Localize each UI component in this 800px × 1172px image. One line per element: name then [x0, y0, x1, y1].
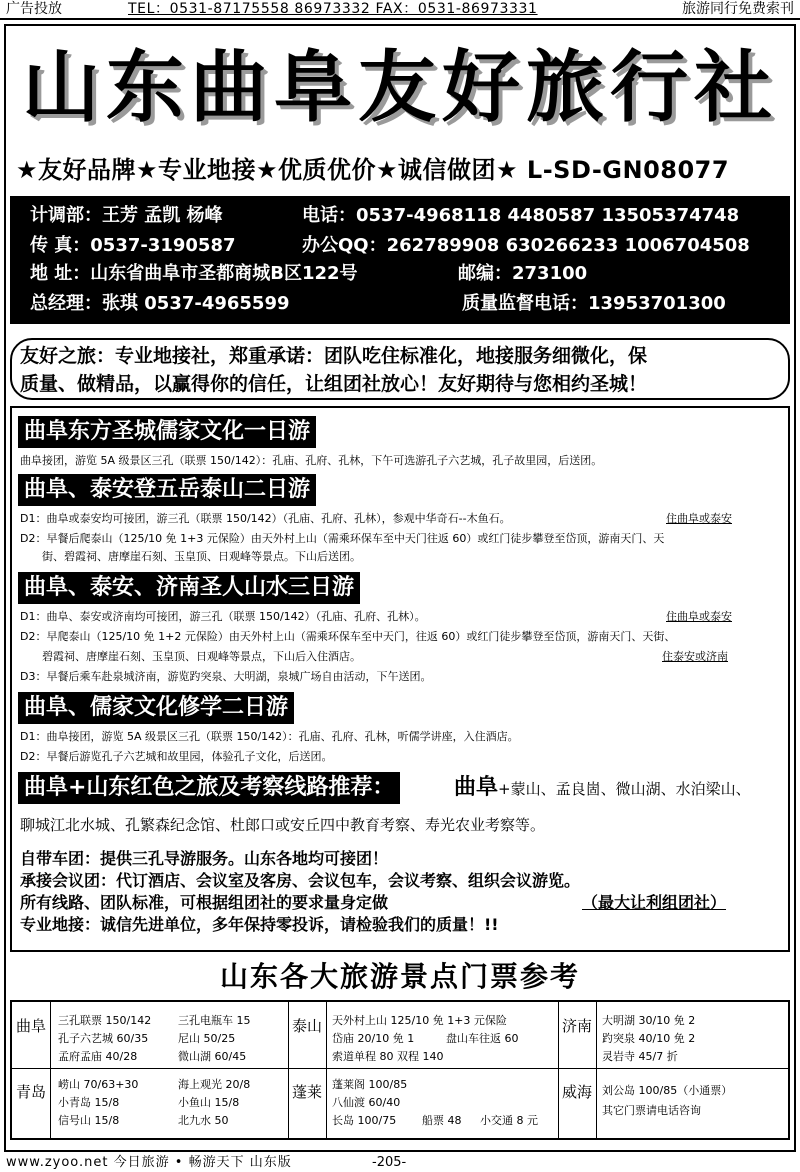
- ticket-item: 大明湖 30/10 免 2: [602, 1014, 696, 1027]
- ticket-item: 小鱼山 15/8: [178, 1096, 240, 1109]
- dispatch-staff: 计调部：王芳 孟凯 杨峰: [30, 205, 223, 226]
- contact-block: [10, 196, 790, 324]
- ticket-item: 海上观光 20/8: [178, 1078, 251, 1091]
- general-manager: 总经理：张琪 0537-4965599: [30, 293, 290, 314]
- ticket-item: 小交通 8 元: [480, 1114, 538, 1127]
- route-2-line-3: 街、碧霞祠、唐摩崖石刻、玉皇顶、日观峰等景点。下山后送团。: [42, 550, 361, 563]
- route-2-note-1: 住曲阜或泰安: [666, 512, 732, 525]
- ticket-item: 长岛 100/75: [332, 1114, 397, 1127]
- route-3-note-1: 住曲阜或泰安: [666, 610, 732, 623]
- route-5-lead: 曲阜: [454, 775, 499, 800]
- route-1-line-1: 曲阜接团，游览 5A 级景区三孔（联票 150/142）：孔庙、孔府、孔林，下午可选游孔子六艺城，孔子故里园，后送团。: [20, 454, 603, 467]
- route-3-line-1: D1：曲阜、泰安或济南均可接团，游三孔（联票 150/142）（孔庙、孔府、孔林）。: [20, 610, 426, 623]
- ticket-item: 小青岛 15/8: [58, 1096, 120, 1109]
- service-conference: 承接会议团：代订酒店、会议室及客房、会议包车，会议考察、组织会议游览。: [20, 871, 581, 890]
- page-number: -205-: [372, 1155, 407, 1170]
- ticket-item: 北九水 50: [178, 1114, 229, 1127]
- route-5-tail: +蒙山、孟良崮、微山湖、水泊梁山、: [498, 780, 751, 798]
- ticket-city-qufu: 曲阜: [16, 1017, 47, 1035]
- ticket-item: 天外村上山 125/10 免 1+3 元保险: [332, 1014, 507, 1027]
- route-5-destinations: [454, 773, 751, 804]
- tickets-title: 山东各大旅游景点门票参考: [219, 960, 580, 993]
- ticket-city-taishan: 泰山: [292, 1017, 323, 1035]
- ticket-city-weihai: 威海: [562, 1083, 593, 1101]
- ticket-col-divider: [596, 1002, 597, 1138]
- ticket-item: 灵岩寺 45/7 折: [602, 1050, 678, 1063]
- route-5-title: 曲阜+山东红色之旅及考察线路推荐：: [18, 772, 400, 804]
- ticket-item: 尼山 50/25: [178, 1032, 236, 1045]
- ticket-item: 信号山 15/8: [58, 1114, 120, 1127]
- ticket-item: 蓬莱阁 100/85: [332, 1078, 408, 1091]
- route-2-title: 曲阜、泰安登五岳泰山二日游: [18, 474, 316, 506]
- tel-fax-line: TEL：0531-87175558 86973332 FAX：0531-86973331: [128, 1, 538, 17]
- ticket-item: 刘公岛 100/85（小通票）: [602, 1084, 733, 1097]
- fax-number: 传 真：0537-3190587: [30, 235, 236, 256]
- ticket-item: 趵突泉 40/10 免 2: [602, 1032, 696, 1045]
- service-custom: 所有线路、团队标准，可根据组团社的要求量身定做: [20, 893, 389, 912]
- route-3-title: 曲阜、泰安、济南圣人山水三日游: [18, 572, 360, 604]
- route-4-line-1: D1：曲阜接团，游览 5A 级景区三孔（联票 150/142）：孔庙、孔府、孔林，听儒学讲座，入住酒店。: [20, 730, 519, 743]
- ticket-city-penglai: 蓬莱: [292, 1083, 323, 1101]
- routes-section: [10, 406, 790, 952]
- ticket-item: 三孔联票 150/142: [58, 1014, 152, 1027]
- footer-site: www.zyoo.net 今日旅游 • 畅游天下 山东版: [6, 1155, 292, 1170]
- ticket-item: 崂山 70/63+30: [58, 1078, 139, 1091]
- ticket-col-divider: [288, 1002, 289, 1138]
- slogan-line: ★友好品牌★专业地接★优质优价★诚信做团★ L-SD-GN08077: [16, 156, 730, 184]
- ticket-row-divider: [12, 1068, 788, 1069]
- top-info-bar: [0, 0, 800, 20]
- promise-box: [10, 338, 790, 400]
- ticket-item: 其它门票请电话咨询: [602, 1104, 701, 1117]
- ad-label: 广告投放: [6, 1, 62, 17]
- phone-numbers: 电话：0537-4968118 4480587 13505374748: [302, 205, 740, 226]
- route-3-line-2: D2：早爬泰山（125/10 免 1+2 元保险）由天外村上山（需乘环保车至中天门，往返 60）或红门徒步攀登至岱顶，游南天门、天街、: [20, 630, 676, 643]
- ticket-city-qingdao: 青岛: [16, 1083, 47, 1101]
- page-footer: [0, 1154, 800, 1172]
- route-2-line-2: D2：早餐后爬泰山（125/10 免 1+3 元保险）由天外村上山（需乘环保车至中天门往返 60）或红门徒步攀登至岱顶，游南天门、天: [20, 532, 665, 545]
- ticket-city-jinan: 济南: [562, 1017, 593, 1035]
- route-3-line-3: 碧霞祠、唐摩崖石刻、玉皇顶、日观峰等景点，下山后入住酒店。: [42, 650, 361, 663]
- route-5-line-2: 聊城江北水城、孔繁森纪念馆、杜郎口或安丘四中教育考察、寿光农业考察等。: [20, 816, 546, 834]
- ticket-item: 三孔电瓶车 15: [178, 1014, 251, 1027]
- ticket-item: 孔子六艺城 60/35: [58, 1032, 149, 1045]
- quality-hotline: 质量监督电话：13953701300: [462, 293, 726, 314]
- ticket-item: 八仙渡 60/40: [332, 1096, 401, 1109]
- service-self-drive: 自带车团：提供三孔导游服务。山东各地均可接团！: [20, 849, 389, 868]
- route-4-line-2: D2：早餐后游览孔子六艺城和故里园，体验孔子文化，后送团。: [20, 750, 333, 763]
- promise-line-1: 友好之旅：专业地接社，郑重承诺：团队吃住标准化，地接服务细微化，保: [20, 345, 648, 367]
- address: 地 址：山东省曲阜市圣都商城B区122号: [30, 263, 358, 284]
- route-3-line-4: D3：早餐后乘车赴泉城济南，游览趵突泉、大明湖，泉城广场自由活动，下午送团。: [20, 670, 432, 683]
- route-2-line-1: D1：曲阜或泰安均可接团，游三孔（联票 150/142）（孔庙、孔府、孔林），参观中华奇石--木鱼石。: [20, 512, 511, 525]
- promise-line-2: 质量、做精品，以赢得你的信任，让组团社放心！友好期待与您相约圣城！: [20, 373, 648, 395]
- ticket-col-divider: [50, 1002, 51, 1138]
- ticket-item: 盘山车往返 60: [446, 1032, 519, 1045]
- agency-title: 山东曲阜友好旅行社: [21, 42, 778, 133]
- ticket-item: 索道单程 80 双程 140: [332, 1050, 444, 1063]
- service-quality: 专业地接：诚信先进单位，多年保持零投诉，请检验我们的质量！!!: [20, 915, 499, 934]
- postcode: 邮编：273100: [458, 263, 588, 284]
- office-qq: 办公QQ：262789908 630266233 1006704508: [302, 235, 750, 256]
- free-catalog-label: 旅游同行免费索刊: [682, 1, 794, 17]
- service-discount: （最大让利组团社）: [582, 893, 727, 912]
- route-1-title: 曲阜东方圣城儒家文化一日游: [18, 416, 316, 448]
- route-4-title: 曲阜、儒家文化修学二日游: [18, 692, 294, 724]
- ticket-table: [10, 1000, 790, 1140]
- ticket-item: 微山湖 60/45: [178, 1050, 247, 1063]
- ticket-item: 孟府孟庙 40/28: [58, 1050, 138, 1063]
- ticket-col-divider: [558, 1002, 559, 1138]
- route-3-note-2: 住泰安或济南: [662, 650, 728, 663]
- ticket-item: 岱庙 20/10 免 1: [332, 1032, 415, 1045]
- ticket-item: 船票 48: [422, 1114, 462, 1127]
- ticket-col-divider: [326, 1002, 327, 1138]
